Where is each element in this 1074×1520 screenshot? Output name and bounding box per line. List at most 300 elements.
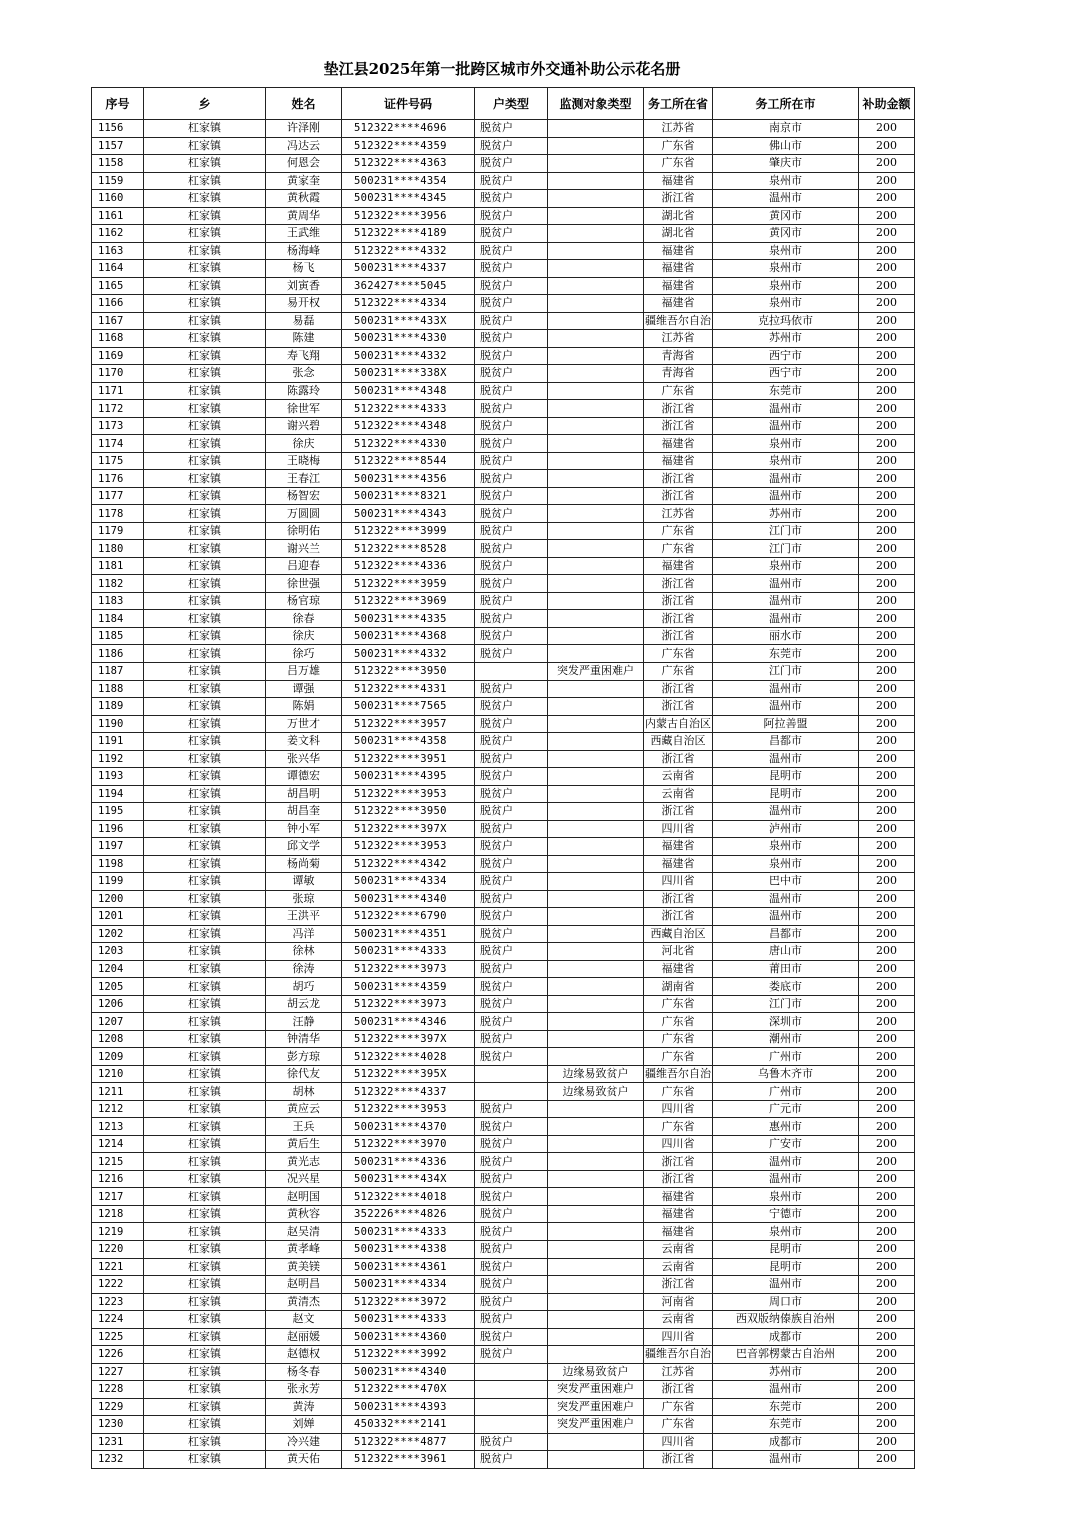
table-row (92, 943, 915, 961)
cell-work-city: 东莞市 (713, 1416, 859, 1434)
cell-household-type: 脱贫户 (475, 435, 548, 453)
cell-subsidy-amount: 200 (859, 627, 915, 645)
table-row (92, 260, 915, 278)
cell-work-city: 温州市 (713, 803, 859, 821)
cell-name: 万世才 (266, 715, 342, 733)
cell-seq: 1168 (92, 330, 144, 348)
cell-monitor-type (548, 1048, 644, 1066)
cell-work-city: 昌都市 (713, 733, 859, 751)
page-title: 垫江县2025年第一批跨区城市外交通补助公示花名册 (323, 60, 681, 78)
cell-monitor-type (548, 908, 644, 926)
cell-monitor-type: 边缘易致贫户 (548, 1065, 644, 1083)
cell-work-city: 广州市 (713, 1083, 859, 1101)
cell-work-province: 疆维吾尔自治 (644, 312, 713, 330)
cell-household-type: 脱贫户 (475, 207, 548, 225)
cell-township: 杠家镇 (144, 470, 266, 488)
cell-subsidy-amount: 200 (859, 277, 915, 295)
cell-name: 汪静 (266, 1013, 342, 1031)
cell-work-city: 温州市 (713, 1381, 859, 1399)
cell-subsidy-amount: 200 (859, 1170, 915, 1188)
cell-id-number: 512322****4334 (342, 295, 475, 313)
cell-name: 谭强 (266, 680, 342, 698)
cell-work-city: 苏州市 (713, 505, 859, 523)
cell-monitor-type (548, 487, 644, 505)
cell-monitor-type (548, 1433, 644, 1451)
cell-id-number: 512322****4330 (342, 435, 475, 453)
cell-monitor-type (548, 1346, 644, 1364)
cell-monitor-type (548, 1030, 644, 1048)
cell-monitor-type: 突发严重困难户 (548, 662, 644, 680)
cell-household-type: 脱贫户 (475, 540, 548, 558)
cell-name: 谢兴兰 (266, 540, 342, 558)
cell-work-province: 浙江省 (644, 1451, 713, 1469)
cell-monitor-type (548, 1451, 644, 1469)
cell-subsidy-amount: 200 (859, 312, 915, 330)
cell-subsidy-amount: 200 (859, 873, 915, 891)
cell-household-type: 脱贫户 (475, 1276, 548, 1294)
cell-work-province: 福建省 (644, 557, 713, 575)
cell-work-province: 广东省 (644, 1030, 713, 1048)
cell-township: 杠家镇 (144, 400, 266, 418)
cell-work-city: 南京市 (713, 120, 859, 138)
cell-work-province: 广东省 (644, 522, 713, 540)
cell-seq: 1188 (92, 680, 144, 698)
cell-township: 杠家镇 (144, 890, 266, 908)
cell-name: 张兴华 (266, 750, 342, 768)
cell-seq: 1158 (92, 155, 144, 173)
cell-township: 杠家镇 (144, 820, 266, 838)
cell-id-number: 500231****434X (342, 1170, 475, 1188)
cell-monitor-type: 边缘易致贫户 (548, 1083, 644, 1101)
cell-household-type: 脱贫户 (475, 610, 548, 628)
table-row (92, 207, 915, 225)
table-row (92, 995, 915, 1013)
cell-seq: 1227 (92, 1363, 144, 1381)
cell-household-type: 脱贫户 (475, 295, 548, 313)
cell-monitor-type (548, 960, 644, 978)
cell-id-number: 512322****3950 (342, 662, 475, 680)
cell-monitor-type (548, 1328, 644, 1346)
table-row (92, 715, 915, 733)
cell-seq: 1215 (92, 1153, 144, 1171)
cell-work-city: 温州市 (713, 487, 859, 505)
cell-monitor-type (548, 855, 644, 873)
cell-monitor-type (548, 995, 644, 1013)
cell-work-city: 昆明市 (713, 768, 859, 786)
cell-work-province: 浙江省 (644, 1381, 713, 1399)
cell-monitor-type (548, 435, 644, 453)
cell-work-province: 广东省 (644, 1118, 713, 1136)
cell-work-city: 黄冈市 (713, 207, 859, 225)
cell-work-province: 福建省 (644, 242, 713, 260)
table-row (92, 435, 915, 453)
cell-township: 杠家镇 (144, 365, 266, 383)
cell-monitor-type (548, 592, 644, 610)
cell-seq: 1173 (92, 417, 144, 435)
cell-seq: 1228 (92, 1381, 144, 1399)
cell-name: 黄涛 (266, 1398, 342, 1416)
cell-monitor-type (548, 1223, 644, 1241)
cell-township: 杠家镇 (144, 1118, 266, 1136)
cell-monitor-type (548, 295, 644, 313)
table-row (92, 487, 915, 505)
cell-work-city: 莆田市 (713, 960, 859, 978)
cell-household-type: 脱贫户 (475, 347, 548, 365)
cell-subsidy-amount: 200 (859, 487, 915, 505)
cell-seq: 1180 (92, 540, 144, 558)
cell-name: 徐庆 (266, 627, 342, 645)
cell-work-city: 泉州市 (713, 557, 859, 575)
cell-name: 赵明国 (266, 1188, 342, 1206)
cell-name: 钟清华 (266, 1030, 342, 1048)
cell-household-type: 脱贫户 (475, 1118, 548, 1136)
cell-monitor-type (548, 1205, 644, 1223)
cell-monitor-type (548, 1188, 644, 1206)
cell-township: 杠家镇 (144, 277, 266, 295)
cell-monitor-type (548, 750, 644, 768)
cell-name: 黄清杰 (266, 1293, 342, 1311)
cell-household-type: 脱贫户 (475, 172, 548, 190)
cell-household-type: 脱贫户 (475, 768, 548, 786)
cell-seq: 1197 (92, 838, 144, 856)
cell-household-type: 脱贫户 (475, 943, 548, 961)
cell-subsidy-amount: 200 (859, 1013, 915, 1031)
cell-seq: 1229 (92, 1398, 144, 1416)
cell-township: 杠家镇 (144, 522, 266, 540)
cell-id-number: 500231****4336 (342, 1153, 475, 1171)
cell-household-type: 脱贫户 (475, 803, 548, 821)
cell-id-number: 500231****7565 (342, 698, 475, 716)
cell-seq: 1167 (92, 312, 144, 330)
cell-work-city: 苏州市 (713, 330, 859, 348)
cell-work-province: 江苏省 (644, 1363, 713, 1381)
cell-work-city: 温州市 (713, 1451, 859, 1469)
cell-name: 杨冬春 (266, 1363, 342, 1381)
cell-household-type: 脱贫户 (475, 400, 548, 418)
cell-monitor-type (548, 873, 644, 891)
cell-id-number: 500231****4330 (342, 330, 475, 348)
cell-household-type: 脱贫户 (475, 382, 548, 400)
table-row (92, 277, 915, 295)
cell-household-type (475, 1381, 548, 1399)
cell-id-number: 512322****3961 (342, 1451, 475, 1469)
cell-household-type: 脱贫户 (475, 908, 548, 926)
cell-household-type: 脱贫户 (475, 1048, 548, 1066)
cell-subsidy-amount: 200 (859, 260, 915, 278)
cell-work-city: 苏州市 (713, 1363, 859, 1381)
cell-work-province: 四川省 (644, 1328, 713, 1346)
cell-name: 黄孝峰 (266, 1241, 342, 1259)
cell-seq: 1202 (92, 925, 144, 943)
cell-work-city: 泉州市 (713, 277, 859, 295)
cell-subsidy-amount: 200 (859, 1188, 915, 1206)
cell-work-city: 昌都市 (713, 925, 859, 943)
cell-seq: 1198 (92, 855, 144, 873)
cell-name: 赵丽媛 (266, 1328, 342, 1346)
cell-monitor-type (548, 190, 644, 208)
cell-work-city: 江门市 (713, 995, 859, 1013)
cell-name: 黄天佑 (266, 1451, 342, 1469)
table-row (92, 120, 915, 138)
cell-work-city: 广元市 (713, 1100, 859, 1118)
cell-subsidy-amount: 200 (859, 365, 915, 383)
cell-seq: 1219 (92, 1223, 144, 1241)
table-row (92, 960, 915, 978)
cell-work-province: 四川省 (644, 820, 713, 838)
cell-household-type: 脱贫户 (475, 575, 548, 593)
cell-name: 黄秋霞 (266, 190, 342, 208)
cell-seq: 1220 (92, 1241, 144, 1259)
table-row (92, 575, 915, 593)
cell-seq: 1222 (92, 1276, 144, 1294)
cell-monitor-type: 突发严重困难户 (548, 1398, 644, 1416)
cell-seq: 1206 (92, 995, 144, 1013)
cell-id-number: 512322****3999 (342, 522, 475, 540)
cell-work-city: 泉州市 (713, 242, 859, 260)
table-row (92, 242, 915, 260)
cell-name: 黄周华 (266, 207, 342, 225)
table-row (92, 1118, 915, 1136)
cell-id-number: 500231****4332 (342, 645, 475, 663)
table-row (92, 978, 915, 996)
cell-name: 徐世军 (266, 400, 342, 418)
table-row (92, 365, 915, 383)
cell-household-type: 脱贫户 (475, 137, 548, 155)
cell-subsidy-amount: 200 (859, 1276, 915, 1294)
cell-name: 徐春 (266, 610, 342, 628)
cell-household-type: 脱贫户 (475, 330, 548, 348)
cell-township: 杠家镇 (144, 627, 266, 645)
cell-work-province: 浙江省 (644, 487, 713, 505)
cell-work-province: 浙江省 (644, 470, 713, 488)
cell-township: 杠家镇 (144, 1381, 266, 1399)
table-row (92, 838, 915, 856)
cell-township: 杠家镇 (144, 838, 266, 856)
cell-work-city: 泸州市 (713, 820, 859, 838)
cell-township: 杠家镇 (144, 925, 266, 943)
table-row (92, 1153, 915, 1171)
cell-township: 杠家镇 (144, 540, 266, 558)
cell-township: 杠家镇 (144, 750, 266, 768)
cell-monitor-type (548, 1241, 644, 1259)
cell-name: 胡林 (266, 1083, 342, 1101)
cell-monitor-type (548, 1170, 644, 1188)
cell-name: 赵吴清 (266, 1223, 342, 1241)
cell-subsidy-amount: 200 (859, 347, 915, 365)
cell-id-number: 500231****4337 (342, 260, 475, 278)
cell-subsidy-amount: 200 (859, 1135, 915, 1153)
cell-subsidy-amount: 200 (859, 645, 915, 663)
cell-name: 黄家奎 (266, 172, 342, 190)
cell-id-number: 500231****4351 (342, 925, 475, 943)
cell-work-province: 浙江省 (644, 417, 713, 435)
cell-name: 胡昌奎 (266, 803, 342, 821)
cell-work-province: 福建省 (644, 1205, 713, 1223)
cell-seq: 1190 (92, 715, 144, 733)
table-row (92, 505, 915, 523)
cell-id-number: 500231****8321 (342, 487, 475, 505)
cell-work-province: 四川省 (644, 1100, 713, 1118)
cell-township: 杠家镇 (144, 1030, 266, 1048)
cell-work-city: 唐山市 (713, 943, 859, 961)
cell-subsidy-amount: 200 (859, 680, 915, 698)
cell-id-number: 512322****4331 (342, 680, 475, 698)
table-row (92, 803, 915, 821)
cell-id-number: 512322****3953 (342, 838, 475, 856)
cell-id-number: 512322****3959 (342, 575, 475, 593)
cell-work-province: 疆维吾尔自治 (644, 1065, 713, 1083)
col-header-id-number: 证件号码 (342, 88, 475, 120)
cell-township: 杠家镇 (144, 505, 266, 523)
table-row (92, 1223, 915, 1241)
cell-work-province: 云南省 (644, 1258, 713, 1276)
cell-work-province: 浙江省 (644, 1276, 713, 1294)
cell-household-type: 脱贫户 (475, 1258, 548, 1276)
cell-work-province: 广东省 (644, 995, 713, 1013)
cell-household-type (475, 1083, 548, 1101)
cell-seq: 1193 (92, 768, 144, 786)
cell-township: 杠家镇 (144, 225, 266, 243)
cell-id-number: 500231****4334 (342, 873, 475, 891)
table-row (92, 1083, 915, 1101)
cell-household-type: 脱贫户 (475, 785, 548, 803)
cell-monitor-type (548, 330, 644, 348)
cell-work-province: 福建省 (644, 435, 713, 453)
cell-work-city: 江门市 (713, 662, 859, 680)
table-row (92, 1276, 915, 1294)
cell-work-city: 泉州市 (713, 1223, 859, 1241)
cell-id-number: 512322****4336 (342, 557, 475, 575)
cell-work-city: 泉州市 (713, 855, 859, 873)
cell-work-city: 温州市 (713, 592, 859, 610)
table-row (92, 452, 915, 470)
cell-household-type: 脱贫户 (475, 1241, 548, 1259)
cell-id-number: 500231****4370 (342, 1118, 475, 1136)
cell-name: 王洪平 (266, 908, 342, 926)
cell-seq: 1191 (92, 733, 144, 751)
cell-work-city: 西宁市 (713, 347, 859, 365)
cell-id-number: 500231****4393 (342, 1398, 475, 1416)
table-row (92, 733, 915, 751)
cell-subsidy-amount: 200 (859, 155, 915, 173)
cell-monitor-type: 突发严重困难户 (548, 1416, 644, 1434)
cell-seq: 1199 (92, 873, 144, 891)
cell-work-city: 西双版纳傣族自治州 (713, 1311, 859, 1329)
cell-id-number: 500231****4359 (342, 978, 475, 996)
cell-monitor-type (548, 522, 644, 540)
cell-township: 杠家镇 (144, 575, 266, 593)
cell-household-type: 脱贫户 (475, 470, 548, 488)
cell-work-city: 泉州市 (713, 452, 859, 470)
cell-monitor-type (548, 698, 644, 716)
cell-work-province: 西藏自治区 (644, 925, 713, 943)
cell-id-number: 512322****4337 (342, 1083, 475, 1101)
table-row (92, 1416, 915, 1434)
cell-subsidy-amount: 200 (859, 1416, 915, 1434)
cell-id-number: 512322****3957 (342, 715, 475, 733)
cell-id-number: 512322****395X (342, 1065, 475, 1083)
table-row (92, 470, 915, 488)
cell-seq: 1210 (92, 1065, 144, 1083)
cell-monitor-type (548, 540, 644, 558)
table-row (92, 225, 915, 243)
cell-name: 徐林 (266, 943, 342, 961)
cell-seq: 1165 (92, 277, 144, 295)
cell-id-number: 500231****4395 (342, 768, 475, 786)
cell-work-city: 昆明市 (713, 1241, 859, 1259)
cell-township: 杠家镇 (144, 610, 266, 628)
cell-work-city: 惠州市 (713, 1118, 859, 1136)
cell-monitor-type (548, 1135, 644, 1153)
cell-name: 张念 (266, 365, 342, 383)
cell-subsidy-amount: 200 (859, 1083, 915, 1101)
cell-id-number: 500231****4354 (342, 172, 475, 190)
cell-monitor-type (548, 557, 644, 575)
table-row (92, 400, 915, 418)
cell-name: 易开权 (266, 295, 342, 313)
cell-seq: 1174 (92, 435, 144, 453)
cell-name: 万圆圆 (266, 505, 342, 523)
cell-township: 杠家镇 (144, 995, 266, 1013)
cell-id-number: 512322****397X (342, 820, 475, 838)
table-row (92, 1100, 915, 1118)
cell-household-type: 脱贫户 (475, 225, 548, 243)
cell-township: 杠家镇 (144, 312, 266, 330)
cell-township: 杠家镇 (144, 120, 266, 138)
table-row (92, 1048, 915, 1066)
cell-work-province: 四川省 (644, 1433, 713, 1451)
cell-subsidy-amount: 200 (859, 1153, 915, 1171)
cell-subsidy-amount: 200 (859, 1205, 915, 1223)
cell-subsidy-amount: 200 (859, 470, 915, 488)
cell-monitor-type (548, 1013, 644, 1031)
cell-name: 胡巧 (266, 978, 342, 996)
cell-name: 黄后生 (266, 1135, 342, 1153)
cell-id-number: 512322****397X (342, 1030, 475, 1048)
table-row (92, 1135, 915, 1153)
cell-seq: 1184 (92, 610, 144, 628)
cell-work-province: 广东省 (644, 1416, 713, 1434)
cell-household-type: 脱贫户 (475, 1100, 548, 1118)
cell-household-type: 脱贫户 (475, 1311, 548, 1329)
cell-household-type: 脱贫户 (475, 680, 548, 698)
cell-seq: 1187 (92, 662, 144, 680)
cell-work-province: 广东省 (644, 1083, 713, 1101)
table-row (92, 172, 915, 190)
cell-subsidy-amount: 200 (859, 1381, 915, 1399)
cell-work-province: 福建省 (644, 838, 713, 856)
cell-seq: 1221 (92, 1258, 144, 1276)
cell-subsidy-amount: 200 (859, 225, 915, 243)
cell-work-city: 肇庆市 (713, 155, 859, 173)
cell-work-province: 云南省 (644, 1311, 713, 1329)
cell-name: 吕迎春 (266, 557, 342, 575)
cell-household-type: 脱贫户 (475, 487, 548, 505)
cell-name: 张永芳 (266, 1381, 342, 1399)
cell-work-city: 巴中市 (713, 873, 859, 891)
cell-seq: 1175 (92, 452, 144, 470)
cell-monitor-type (548, 803, 644, 821)
table-row (92, 680, 915, 698)
cell-id-number: 500231****4361 (342, 1258, 475, 1276)
table-row (92, 768, 915, 786)
cell-monitor-type (548, 242, 644, 260)
cell-monitor-type (548, 978, 644, 996)
cell-household-type: 脱贫户 (475, 417, 548, 435)
cell-work-province: 浙江省 (644, 890, 713, 908)
cell-township: 杠家镇 (144, 1170, 266, 1188)
table-row (92, 1030, 915, 1048)
